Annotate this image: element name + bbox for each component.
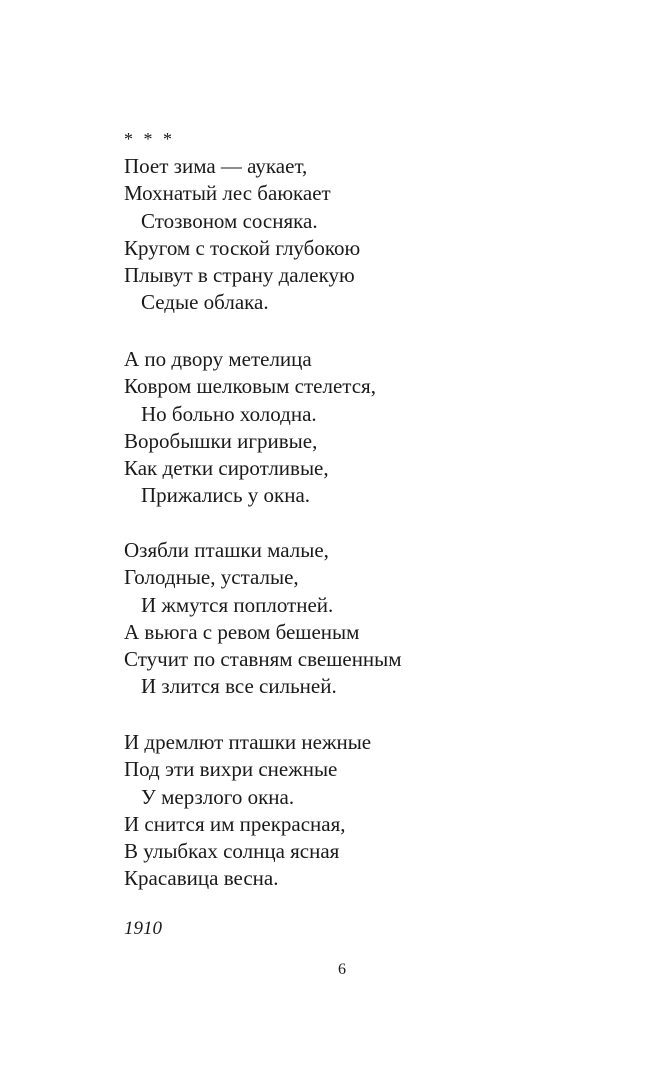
poem-line: Мохнатый лес баюкает (124, 181, 331, 206)
poem-line: Под эти вихри снежные (124, 757, 338, 782)
poem-year: 1910 (124, 918, 162, 939)
poem-line: А вьюга с ревом бешеным (124, 619, 360, 644)
poem-line: Голодные, усталые, (124, 565, 299, 590)
poem-line: Кругом с тоской глубокою (124, 235, 361, 260)
poem-line: И снится им прекрасная, (124, 811, 346, 836)
poem-line: И злится все сильней. (141, 674, 337, 699)
poem-line: В улыбках солнца ясная (124, 839, 340, 864)
poem-line: Плывут в страну далекую (124, 263, 355, 288)
poem-line: Но больно холодна. (141, 401, 317, 426)
section-separator: * * * (124, 129, 175, 149)
poem-line: Поет зима — аукает, (124, 154, 308, 178)
poem-line: Ковром шелковым стелется, (124, 374, 376, 399)
poem-line: Красавица весна. (124, 866, 279, 891)
poem-line: А по двору метелица (124, 347, 312, 371)
stanza-4 (124, 729, 604, 893)
stanza-2 (124, 346, 604, 510)
page-number: 6 (338, 961, 346, 978)
poem-line: Стозвоном сосняка. (141, 208, 318, 233)
poem-line: Воробышки игривые, (124, 428, 318, 453)
poem-line: Седые облака. (141, 290, 269, 315)
poem-line: У мерзлого окна. (141, 784, 295, 809)
poem-line: Как детки сиротливые, (124, 456, 329, 481)
poem-line: Озябли пташки малые, (124, 538, 329, 562)
stanza-3 (124, 537, 604, 701)
poem-line: Стучит по ставням свешенным (124, 647, 402, 672)
poem-line: И дремлют пташки нежные (124, 730, 372, 754)
poem-line: Прижались у окна. (141, 483, 311, 508)
poem-line: И жмутся поплотней. (141, 592, 334, 617)
stanza-1 (124, 153, 604, 317)
